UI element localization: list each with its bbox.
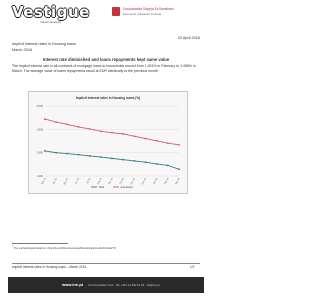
chart-canvas	[29, 92, 187, 193]
x-tick-label: Jun-15	[75, 178, 81, 185]
x-tick-label: May-15	[63, 178, 69, 186]
data-point	[89, 128, 91, 130]
data-point	[66, 124, 68, 126]
logo	[12, 3, 90, 29]
footer-title: Implicit Interest rates in Housing loans – March 2016	[12, 265, 87, 269]
x-tick-label: Dec-15	[141, 178, 148, 186]
contact-info: Communication Unit · Tel: +351 21 842 61 00 · sci@ine.pt	[88, 282, 160, 287]
y-tick-label: 1,400	[36, 175, 43, 178]
x-tick-label: Mar-15	[41, 178, 47, 186]
y-tick-label: 1,600	[36, 151, 43, 155]
data-point	[55, 121, 57, 123]
data-point	[133, 135, 135, 137]
x-tick-label: Aug-15	[97, 178, 103, 186]
data-point	[78, 126, 80, 128]
website-link[interactable]: www.ine.pt	[62, 282, 83, 287]
data-point	[167, 164, 169, 166]
page-number: 1/2	[190, 265, 195, 269]
legend-label: Acquisition	[120, 186, 134, 189]
data-point	[78, 154, 80, 156]
data-point	[178, 144, 180, 146]
x-tick-label: Apr-15	[52, 178, 58, 185]
data-point	[167, 142, 169, 144]
footnote	[12, 246, 200, 250]
data-point	[111, 157, 113, 159]
data-point	[145, 161, 147, 163]
footnote-text: The methodological detail is in http://ine.pt/ii/Documentacao/Metodologia/Credito/Ordinal/TR	[13, 246, 116, 250]
report-header	[12, 3, 200, 33]
data-point	[89, 155, 91, 157]
document-period: March 2016	[12, 48, 33, 52]
data-point	[122, 159, 124, 161]
data-point	[133, 160, 135, 162]
headline: Interest rate diminished and loans repayments kept same value	[42, 57, 170, 62]
x-tick-label: Sep-15	[108, 178, 114, 186]
data-point	[156, 140, 158, 142]
y-tick-label: 1,800	[36, 128, 43, 132]
legend-label: Total	[98, 186, 104, 189]
data-point	[156, 163, 158, 165]
data-point	[44, 118, 46, 120]
footer-divider	[12, 263, 200, 264]
y-tick-label: 2,000	[36, 105, 43, 108]
x-tick-label: Mar-16	[175, 178, 181, 186]
data-point	[44, 150, 46, 152]
x-tick-label: Feb-16	[164, 178, 170, 186]
x-tick-label: Jan-16	[153, 178, 159, 185]
institute-name: Gospodarska Stopnja Za Raziskavo	[123, 7, 174, 11]
institute-logo	[112, 7, 204, 21]
data-point	[122, 133, 124, 135]
x-tick-label: Jul-15	[86, 178, 92, 185]
chart-y-ticks	[37, 104, 44, 178]
logo-wordmark: Vestigue	[12, 3, 90, 21]
series-line	[45, 151, 179, 169]
release-date: 22 April 2016	[177, 36, 200, 40]
footnote-marker: 1	[12, 246, 14, 248]
footnote-divider	[12, 243, 68, 244]
body-paragraph: The implicit interest rate in all contracts of mortgage loans to households moved from 1.491% in February to 1.458% in March. The average value of loans repayments stood at EUR identically to the previous month.	[12, 64, 196, 73]
chart-series	[44, 118, 180, 170]
chart-title: Implicit interest rates in Housing loans (%)	[75, 96, 141, 100]
line-chart	[28, 91, 188, 194]
data-point	[100, 130, 102, 132]
data-point	[55, 152, 57, 154]
logo-tagline: market analysis	[40, 20, 61, 24]
institute-subtitle: Economic Indicators Institute	[123, 11, 162, 16]
data-point	[100, 156, 102, 158]
data-point	[111, 132, 113, 134]
document-title: Implicit interest rates in Housing loans	[12, 42, 76, 46]
x-tick-label: Oct-15	[119, 178, 125, 185]
footer-bar	[8, 277, 204, 293]
data-point	[145, 138, 147, 140]
x-tick-label: Nov-15	[130, 178, 136, 186]
data-point	[66, 153, 68, 155]
data-point	[178, 168, 180, 170]
institute-emblem-icon	[112, 7, 120, 16]
chart-x-ticks	[41, 177, 181, 185]
chart-legend	[91, 185, 134, 189]
